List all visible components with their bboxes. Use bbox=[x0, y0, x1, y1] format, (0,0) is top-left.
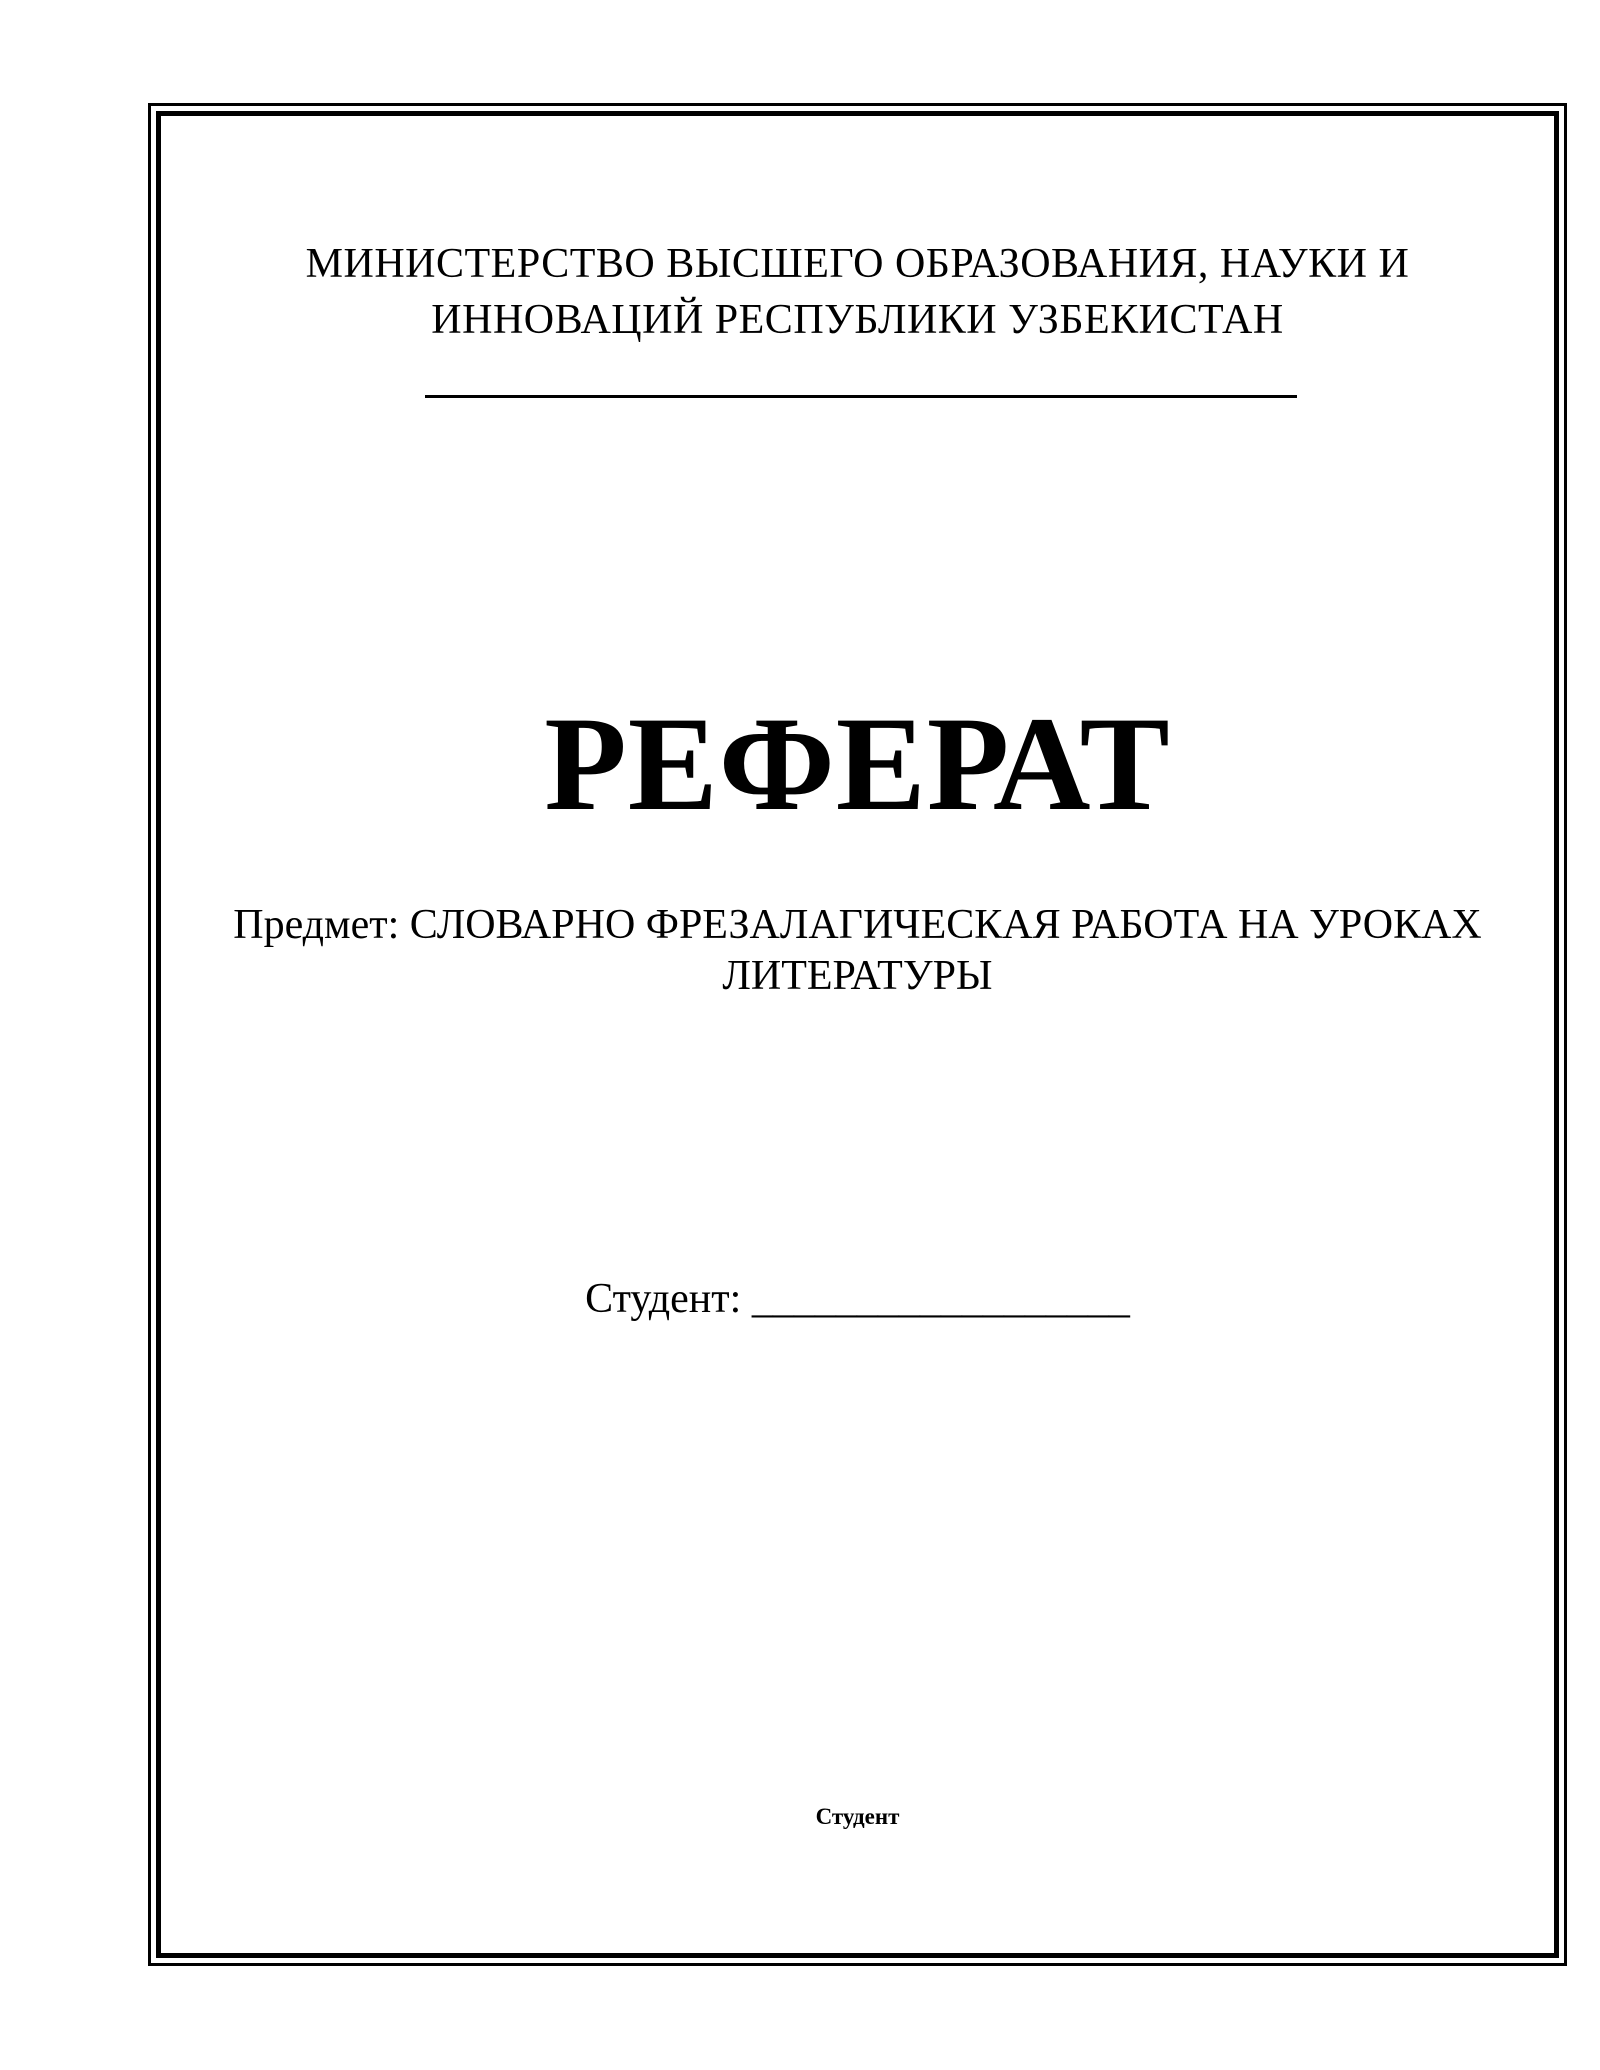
ministry-header-line2: ИННОВАЦИЙ РЕСПУБЛИКИ УЗБЕКИСТАН bbox=[431, 297, 1284, 343]
page-border-outer bbox=[148, 103, 1567, 1966]
student-line bbox=[151, 1276, 1564, 1322]
subject-line1: Предмет: СЛОВАРНО ФРЕЗАЛАГИЧЕСКАЯ РАБОТА НА УРОКАХ bbox=[233, 902, 1482, 948]
subject-block bbox=[151, 900, 1564, 1002]
page-border-inner bbox=[156, 111, 1559, 1958]
subject-line2: ЛИТЕРАТУРЫ bbox=[722, 953, 993, 999]
student-blank-line: __________________ bbox=[751, 1276, 1130, 1322]
document-title: РЕФЕРАТ bbox=[544, 690, 1171, 839]
ministry-header bbox=[151, 236, 1564, 348]
divider-line bbox=[425, 395, 1297, 398]
student-label: Студент: bbox=[585, 1276, 742, 1322]
footer-student-label: Студент bbox=[815, 1804, 900, 1829]
ministry-header-line1: МИНИСТЕРСТВО ВЫСШЕГО ОБРАЗОВАНИЯ, НАУКИ И bbox=[305, 241, 1410, 287]
